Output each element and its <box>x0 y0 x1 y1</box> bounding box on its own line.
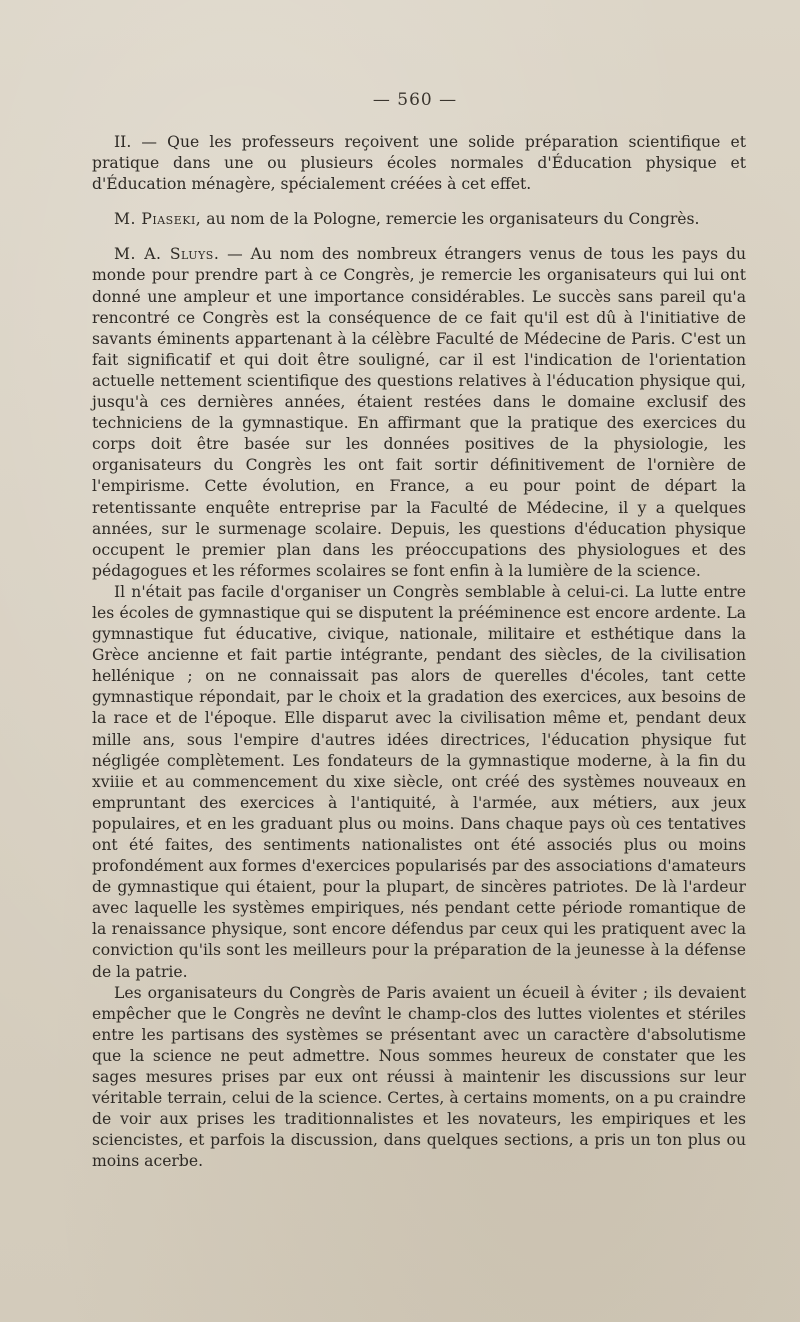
speech-text: — Au nom des nombreux étrangers venus de tous les pays du monde pour prendre part à ce Congrès, je remercie les organisateurs qui lui ont donné une ampleur et une importance considérables. Le succès sans pareil qu'a rencontré ce Congrès est la conséquence de ce fait qu'il est dû à l'initiative de savants éminents appartenant à la célèbre Faculté de Médecine de Paris. C'est un fait significatif et qui doit être souligné, car il est l'indication de l'orientation actuelle nettement scientifique des questions relatives à l'éducation physique qui, jusqu'à ces dernières années, étaient restées dans le domaine exclusif des techniciens de la gymnastique. En affirmant que la pratique des exercices du corps doit être basée sur les données positives de la physiologie, les organisateurs du Congrès les ont fait sortir définitivement de l'ornière de l'empirisme. Cette évolution, en France, a eu pour point de départ la retentissante enquête entreprise par la Faculté de Médecine, il y a quelques années, sur le surmenage scolaire. Depuis, les questions d'éducation physique occupent le premier plan dans les préoccupations des physiologues et des pédagogues et les réformes scolaires se font enfin à la lumière de la science. <box>92 245 747 580</box>
speaker-name: M. A. Sluys. <box>114 245 220 264</box>
page-number: — 560 — <box>372 90 458 110</box>
paragraph-congress-organisers: Les organisateurs du Congrès de Paris avaient un écueil à éviter ; ils devaient empêcher que le Congrès ne devînt le champ-clos des luttes violentes et stériles entre les partisans des systèmes se présentant avec un caractère d'absolutisme que la science ne peut admettre. Nous sommes heureux de constater que les sages mesures prises par eux ont réussi à maintenir les discussions sur leur véritable terrain, celui de la science. Certes, à certains moments, on a pu craindre de voir aux prises les traditionnalistes et les novateurs, les empiriques et les sciencistes, et parfois la discussion, dans quelques sections, a pris un ton plus ou moins acerbe. <box>92 983 746 1171</box>
speech-text: au nom de la Pologne, remercie les organisateurs du Congrès. <box>201 210 700 229</box>
paragraph-sluys <box>92 244 746 582</box>
speaker-name: M. Piaseki, <box>114 210 202 229</box>
paragraph-piaseki <box>92 209 746 230</box>
paragraph-gymnastics-history: Il n'était pas facile d'organiser un Congrès semblable à celui-ci. La lutte entre les écoles de gymnastique qui se disputent la prééminence est encore ardente. La gymnastique fut éducative, civique, nationale, militaire et esthétique dans la Grèce ancienne et fait partie intégrante, pendant des siècles, de la civilisation hellénique ; on ne connaissait pas alors de querelles d'écoles, tant cette gymnastique répondait, par le choix et la gradation des exercices, aux besoins de la race et de l'époque. Elle disparut avec la civilisation même et, pendant deux mille ans, sous l'empire d'autres idées directrices, l'éducation physique fut négligée complètement. Les fondateurs de la gymnastique moderne, à la fin du xviiie et au commencement du xixe siècle, ont créé des systèmes nouveaux en empruntant des exercices à l'antiquité, à l'armée, aux métiers, aux jeux populaires, et en les graduant plus ou moins. Dans chaque pays où ces tentatives ont été faites, des sentiments nationalistes ont été associés plus ou moins profondément aux formes d'exercices popularisés par des associations d'amateurs de gymnastique qui étaient, pour la plupart, de sincères patriotes. De là l'ardeur avec laquelle les systèmes empiriques, nés pendant cette période romantique de la renaissance physique, sont encore défendus par ceux qui les pratiquent avec la conviction qu'ils sont les meilleurs pour la préparation de la jeunesse à la défense de la patrie. <box>92 582 746 981</box>
paragraph-resolution-ii: II. — Que les professeurs reçoivent une solide préparation scientifique et pratique dans une ou plusieurs écoles normales d'Éducation physique et d'Éducation ménagère, spécialement créées à cet effet. <box>92 133 746 194</box>
